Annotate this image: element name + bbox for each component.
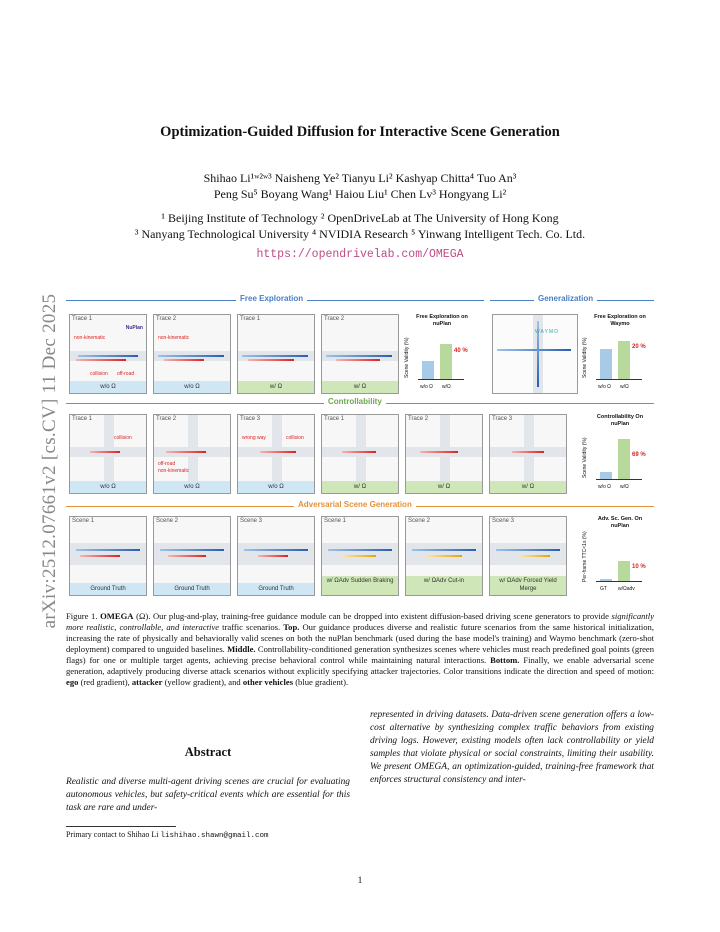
condition-label: w/ Ω <box>322 381 398 393</box>
condition-label: w/o Ω <box>238 481 314 493</box>
scene-panel <box>153 414 231 494</box>
left-column <box>66 745 350 815</box>
y-axis-label: Scene Validity (%) <box>404 337 410 378</box>
scene-panel <box>153 516 231 596</box>
x-tick-label: w/Ω <box>442 384 451 390</box>
bar-without-omega <box>600 472 612 479</box>
bar-chart-nuplan-free <box>406 314 468 392</box>
trace-tag: Trace 2 <box>408 416 429 422</box>
affiliation-line-2: ³ Nanyang Technological University ⁴ NVIDIA Research ⁵ Yinwang Intelligent Tech. Co. Ltd. <box>134 227 586 241</box>
x-tick-label: w/o Ω <box>420 384 433 390</box>
caption-emphasis: significantly more realistic, controllable, and interactive <box>66 611 655 632</box>
scene-panel <box>321 516 399 596</box>
scene-panel <box>489 516 567 596</box>
waymo-logo: WAYMO <box>535 329 559 335</box>
error-note: non-kinematic <box>158 468 190 474</box>
scene-panel <box>237 314 315 394</box>
caption-text: Controllability-conditioned generation synthesizes scenes where vehicles must reach predefined goal points (green flags) for one or multiple target agents, achieving precise behavioral control while maintaining natural interactions. <box>66 644 654 665</box>
abstract-text-right: represented in driving datasets. Data-driven scene generation offers a low-cost alternative by synthesizing complex traffic behaviors from existing driving logs. However, existing models often lack controllability or yield samples that violate physical or social constraints, limiting their usability. We present OMEGA, an optimization-guided, training-free framework that enforces structural consistency and inter- <box>370 710 654 785</box>
project-link[interactable]: https://opendrivelab.com/OMEGA <box>256 248 464 261</box>
error-note: non-kinematic <box>74 335 106 341</box>
caption-keyword: Top. <box>283 622 300 632</box>
footnote-text: Primary contact to Shihao Li <box>66 830 159 839</box>
trace-tag: Trace 1 <box>240 316 261 322</box>
bar-with-omega <box>440 344 452 379</box>
gain-label: 69 % <box>632 452 646 458</box>
y-axis-label: Per-frame TTC<1s (%) <box>582 531 588 582</box>
affiliations <box>0 210 720 242</box>
caption-symbol: (Ω). <box>136 611 151 621</box>
abstract-text-left: Realistic and diverse multi-agent driving scenes are crucial for evaluating autonomous vehicles, but safety-critical events which are essential for this task are rare and under- <box>66 777 350 813</box>
section-label: Controllability <box>324 397 386 406</box>
scene-tag: Scene 1 <box>324 518 347 524</box>
scene-panel <box>69 414 147 494</box>
error-note: off-road <box>117 371 135 377</box>
figure-caption <box>66 611 654 688</box>
condition-label: w/ ΩAdv Cut-in <box>406 576 482 595</box>
error-note: collision <box>114 435 132 441</box>
scene-panel <box>153 314 231 394</box>
condition-label: w/ Ω <box>490 481 566 493</box>
bar-with-omega <box>618 341 630 379</box>
section-label: Free Exploration <box>236 294 307 303</box>
section-label: Generalization <box>534 294 597 303</box>
scene-tag: Scene 2 <box>408 518 431 524</box>
section-header-generalization <box>490 294 654 306</box>
scene-panel <box>321 314 399 394</box>
caption-keyword: Bottom. <box>490 655 520 665</box>
caption-text: (yellow gradient), and <box>162 677 243 687</box>
y-axis-label: Scene Validity (%) <box>582 437 588 478</box>
gain-label: 40 % <box>454 348 468 354</box>
caption-text: Finally, we enable adversarial scene generation, adaptively producing diverse attack scenarios without explicitly specifying attacker trajectories. Color transitions indicate the direction and speed of motion: <box>66 655 655 676</box>
scene-panel <box>69 314 147 394</box>
chart-title: Controllability On nuPlan <box>596 414 644 427</box>
x-tick-label: w/Ω <box>620 384 629 390</box>
condition-label: Ground Truth <box>70 583 146 595</box>
condition-label: w/o Ω <box>154 481 230 493</box>
caption-text: (red gradient), <box>78 677 132 687</box>
page-number: 1 <box>357 876 363 886</box>
bar-without-omega <box>422 361 434 379</box>
trace-tag: Trace 3 <box>492 416 513 422</box>
scene-panel <box>405 414 483 494</box>
affiliation-line-1: ¹ Beijing Institute of Technology ² OpenDriveLab at The University of Hong Kong <box>161 211 559 225</box>
gain-label: 10 % <box>632 564 646 570</box>
scene-panel <box>321 414 399 494</box>
caption-text: Our plug-and-play, training-free guidance module can be dropped into existent diffusion-based driving scene generators to provide <box>150 611 612 621</box>
chart-title: Free Exploration on nuPlan <box>416 314 468 327</box>
section-label: Adversarial Scene Generation <box>294 500 416 509</box>
footnote <box>66 826 350 840</box>
bar-chart-adversarial <box>584 516 646 594</box>
author-list <box>0 170 720 202</box>
caption-method-name: OMEGA <box>100 611 134 621</box>
section-header-free-exploration <box>66 294 484 306</box>
nuplan-logo: NuPlan <box>125 325 143 331</box>
trace-tag: Trace 1 <box>72 416 93 422</box>
caption-text: (blue gradient). <box>293 677 349 687</box>
arxiv-identifier: arXiv:2512.07661v2 [cs.CV] 11 Dec 2025 <box>39 293 60 629</box>
condition-label: Ground Truth <box>154 583 230 595</box>
error-note: collision <box>90 371 108 377</box>
author-line-1: Shihao Li¹ʷ²ʷ³ Naisheng Ye² Tianyu Li² Kashyap Chitta⁴ Tuo An³ <box>203 171 517 185</box>
trace-tag: Trace 1 <box>72 316 93 322</box>
chart-title: Adv. Sc. Gen. On nuPlan <box>597 516 643 529</box>
condition-label: w/ Ω <box>322 481 398 493</box>
chart-title: Free Exploration on Waymo <box>594 314 646 327</box>
error-note: off-road <box>158 461 176 467</box>
paper-title: Optimization-Guided Diffusion for Interactive Scene Generation <box>160 124 560 140</box>
scene-panel <box>237 414 315 494</box>
x-tick-label: w/Ω <box>620 484 629 490</box>
abstract-heading: Abstract <box>184 745 232 759</box>
x-tick-label: w/o Ω <box>598 384 611 390</box>
bar-chart-waymo-free <box>584 314 646 392</box>
x-tick-label: GT <box>600 586 607 592</box>
caption-text: traffic scenarios. <box>219 622 284 632</box>
trace-tag: Trace 1 <box>324 416 345 422</box>
y-axis-label: Scene Validity (%) <box>582 337 588 378</box>
caption-label: Figure 1. <box>66 611 98 621</box>
scene-panel-waymo <box>492 314 578 394</box>
condition-label: w/o Ω <box>154 381 230 393</box>
bar-chart-controllability <box>584 414 646 492</box>
scene-tag: Scene 1 <box>72 518 95 524</box>
author-line-2: Peng Su⁵ Boyang Wang¹ Haiou Liu¹ Chen Lv³ Hongyang Li² <box>213 187 507 201</box>
caption-keyword: ego <box>66 677 79 687</box>
gain-label: 20 % <box>632 344 646 350</box>
section-header-adversarial <box>66 500 654 512</box>
bar-with-omega <box>618 439 630 479</box>
teaser-figure <box>66 294 654 599</box>
scene-panel <box>405 516 483 596</box>
scene-tag: Scene 3 <box>240 518 263 524</box>
caption-keyword: Middle. <box>227 644 256 654</box>
scene-panel <box>237 516 315 596</box>
caption-keyword: other vehicles <box>242 677 294 687</box>
footnote-email[interactable]: lishihao.shawn@gmail.com <box>160 832 269 840</box>
error-note: non-kinematic <box>158 335 190 341</box>
condition-label: w/o Ω <box>70 381 146 393</box>
condition-label: w/o Ω <box>70 481 146 493</box>
bar-without-omega <box>600 349 612 379</box>
x-tick-label: w/Ωadv <box>618 586 635 592</box>
condition-label: w/ Ω <box>238 381 314 393</box>
section-header-controllability <box>66 397 654 409</box>
condition-label: w/ ΩAdv Sudden Braking <box>322 576 398 595</box>
scene-panel <box>489 414 567 494</box>
trace-tag: Trace 2 <box>324 316 345 322</box>
condition-label: Ground Truth <box>238 583 314 595</box>
error-note: collision <box>286 435 304 441</box>
x-tick-label: w/o Ω <box>598 484 611 490</box>
error-note: wrong way <box>242 435 266 441</box>
condition-label: w/ ΩAdv Forced Yield Merge <box>490 576 566 595</box>
caption-keyword: attacker <box>131 677 163 687</box>
trace-tag: Trace 2 <box>156 316 177 322</box>
scene-tag: Scene 2 <box>156 518 179 524</box>
caption-text: Our guidance produces diverse and realistic future scenarios from the same historical initialization, increasing the rate of physically and behaviorally valid scenes on both the nuPlan benchmark (used during the base model's training) and Waymo benchmark (zero-shot deployment) compared to unguided baselines. <box>66 622 654 654</box>
condition-label: w/ Ω <box>406 481 482 493</box>
bar-with-omega-adv <box>618 561 630 581</box>
scene-panel <box>69 516 147 596</box>
trace-tag: Trace 2 <box>156 416 177 422</box>
right-column <box>370 709 654 787</box>
scene-tag: Scene 3 <box>492 518 515 524</box>
trace-tag: Trace 3 <box>240 416 261 422</box>
